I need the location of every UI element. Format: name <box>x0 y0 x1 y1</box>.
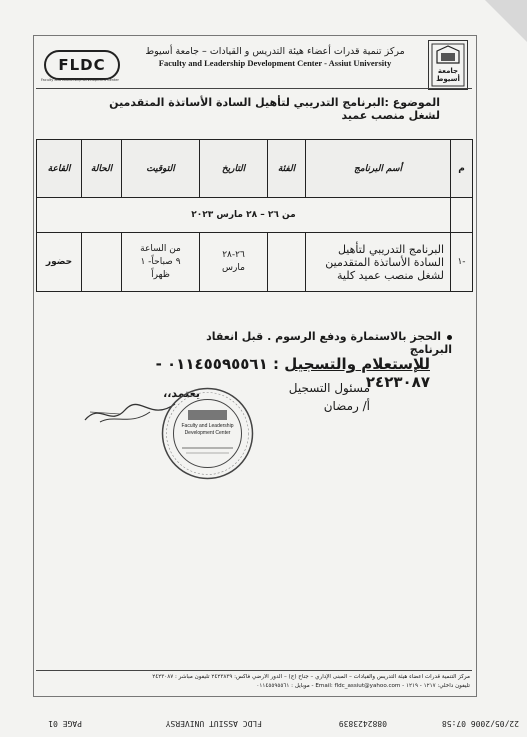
date-range: من ٢٦ – ٢٨ مارس ٢٠٢٣ <box>37 198 451 233</box>
fax-page: PAGE 01 <box>48 719 82 728</box>
program-name-line: البرنامج التدريبي لتأهيل <box>337 242 444 256</box>
row-number: -١ <box>451 233 473 292</box>
center-name-arabic: مركز تنمية قدرات أعضاء هيئة التدريس و القيادات – جامعة أسيوط <box>145 46 405 57</box>
fax-number: 0882423839 <box>338 719 387 728</box>
header-status: الحالة <box>82 140 122 198</box>
date-days: ٢٦-٢٨ <box>222 250 245 260</box>
booking-note-text: الحجز بالاستمارة ودفع الرسوم . قبل انعقاد البرنامج <box>206 330 452 356</box>
program-name-cell <box>306 233 451 292</box>
header-num: م <box>451 140 473 198</box>
date-month: مارس <box>222 263 245 273</box>
subject-line: الموضوع :البرنامج التدريبي لتأهيل السادة الأساتذة المتقدمين لشغل منصب عميد <box>109 96 440 122</box>
bullet-icon <box>447 335 452 340</box>
fldc-logo-subtitle: Faculty and Leadership Development Center <box>40 78 119 82</box>
approved-label: يعتمد،، <box>163 387 200 400</box>
time-cell <box>122 233 200 292</box>
registration-officer: مسئول التسجيل <box>288 381 370 395</box>
stamp-text: Development Center <box>184 430 231 436</box>
official-stamp <box>160 386 255 481</box>
stamp-text: Faculty and Leadership <box>181 423 234 429</box>
header-category: الفئة <box>268 140 306 198</box>
assiut-logo-text: جامعة أسيوط <box>436 67 460 83</box>
program-name-line: السادة الأساتذة المتقدمين <box>325 255 444 269</box>
footer-contacts: تليفون داخلي: ١٢١٧ - ١٢١٩ - Email: fldc_assiut@yahoo.com - موبايل : ٠١١٤٥٥٩٥٥٦١ <box>256 683 470 689</box>
header-time: التوقيت <box>122 140 200 198</box>
time-line: من الساعة <box>140 243 181 254</box>
time-line: ٩ صباحاً- ١ <box>140 256 181 267</box>
inquiry-phones: : ٠١١٤٥٥٩٥٥٦١ - ٢٤٢٣٠٨٧ <box>155 355 430 391</box>
date-cell <box>200 233 268 292</box>
registration-name: أ/ رمضان <box>323 399 370 413</box>
fax-header-line <box>0 716 527 730</box>
inquiry-label: للإستعلام والتسجيل <box>284 355 430 373</box>
program-name-line: لشغل منصب عميد كلية <box>337 268 444 282</box>
footer-address: مركز التنمية قدرات أعضاء هيئة التدريس والقيادات – المبنى الإداري – جناح (ج) – الدور الأرضي فاكس: ٢٤٢٣٨٣٩ تليفون مباشر : ٢٤٢٣٠٨٧ <box>152 674 470 680</box>
fax-datetime: 22/05/2006 07:58 <box>441 719 519 728</box>
center-name-english: Faculty and Leadership Development Center - Assiut University <box>158 58 392 68</box>
table-row <box>37 233 473 292</box>
assiut-university-logo <box>428 40 468 90</box>
header-program-name: أسم البرنامج <box>306 140 451 198</box>
header-hall: القاعة <box>37 140 82 198</box>
footer-divider <box>36 670 472 671</box>
hall-cell: حضور <box>37 233 82 292</box>
fldc-logo-text: FLDC <box>44 50 120 80</box>
date-range-row <box>37 198 473 233</box>
page-corner-fold <box>485 0 527 42</box>
header-date: التاريخ <box>200 140 268 198</box>
status-cell <box>82 233 122 292</box>
header-divider <box>36 88 472 89</box>
table-header-row <box>37 140 473 198</box>
fldc-logo <box>40 46 120 84</box>
fax-sender: FLDC ASSIUT UNIVERSY <box>165 719 262 728</box>
category-cell <box>268 233 306 292</box>
program-table <box>36 139 473 292</box>
time-line: ظهراً <box>151 269 170 280</box>
booking-note <box>180 330 452 356</box>
